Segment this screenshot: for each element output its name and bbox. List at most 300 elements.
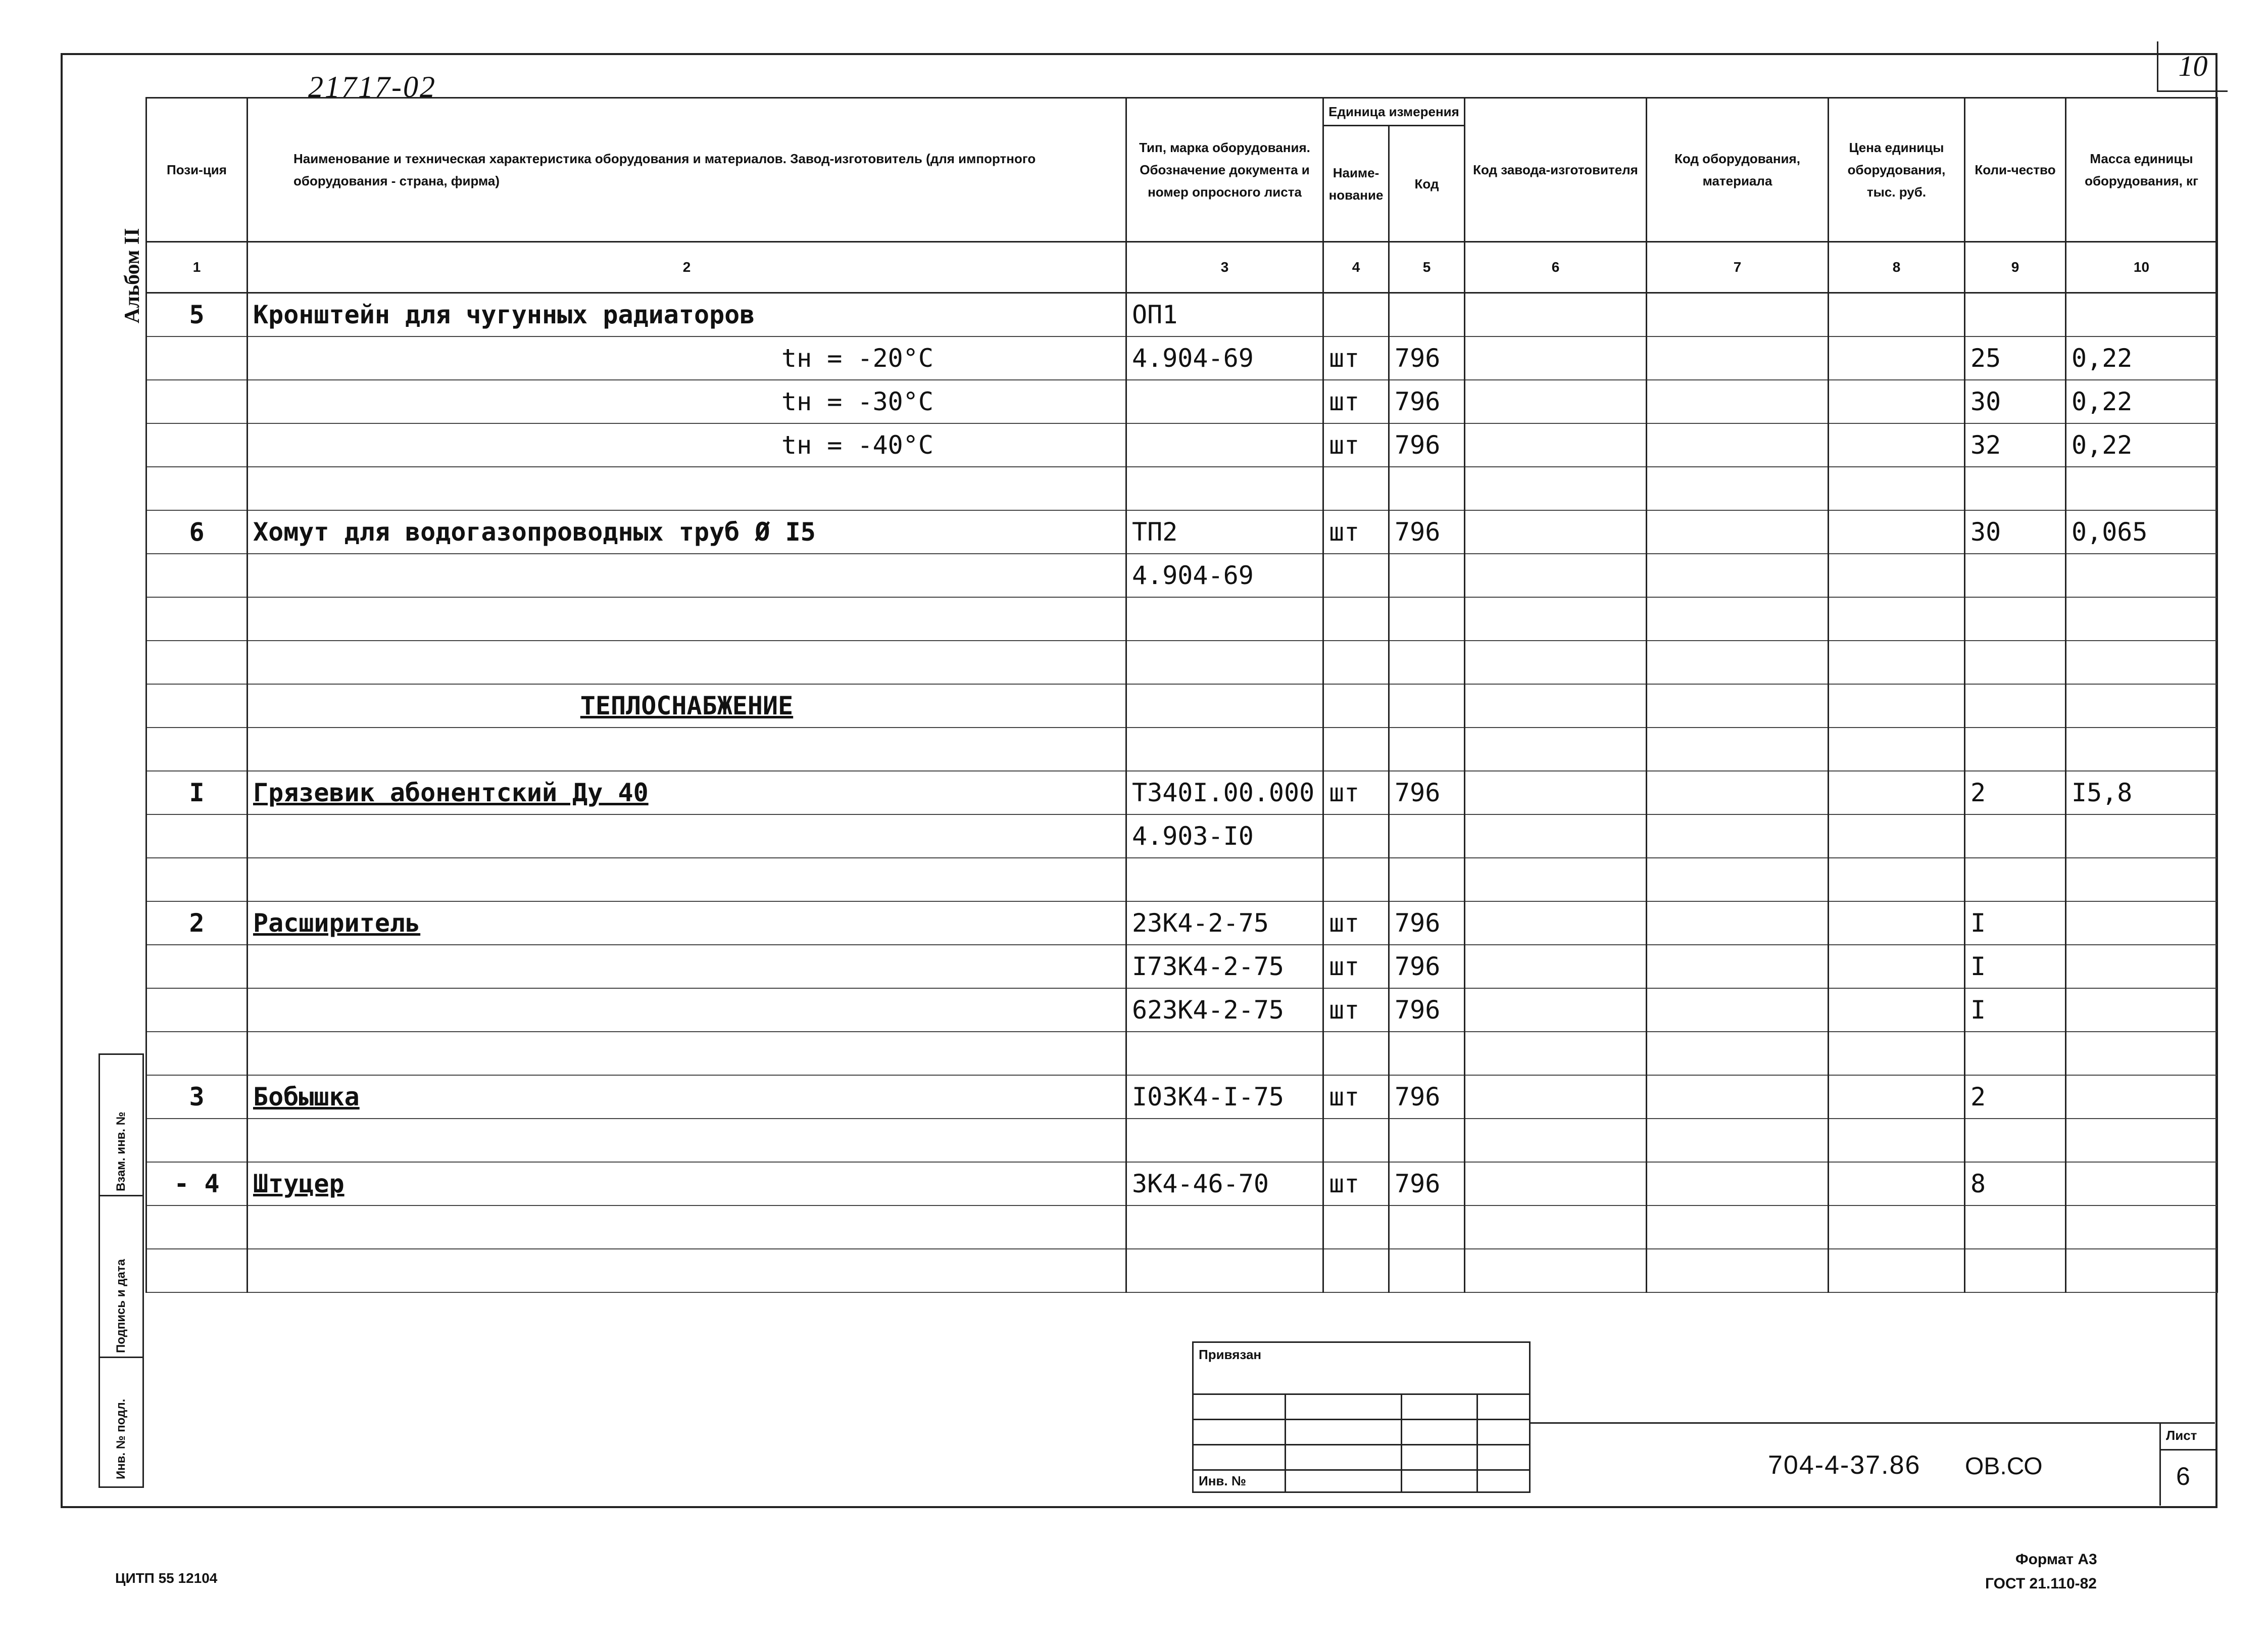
cell-unit <box>1323 684 1389 728</box>
cell-mass <box>2066 728 2217 771</box>
sidebar-cell-replaced-inv <box>100 1055 142 1196</box>
cell-unit <box>1323 814 1389 858</box>
cell-equip <box>1647 901 1829 945</box>
cell-mfr <box>1465 554 1647 597</box>
cell-type <box>1126 641 1323 684</box>
cell-price <box>1829 1119 1965 1162</box>
cell-mfr <box>1465 1075 1647 1119</box>
cell-type <box>1126 1119 1323 1162</box>
cell-name <box>248 641 1126 684</box>
cell-code <box>1389 728 1465 771</box>
cell-pos: I <box>146 771 248 814</box>
table-row <box>146 510 2217 554</box>
cell-price <box>1829 467 1965 510</box>
cell-pos: 2 <box>146 901 248 945</box>
drawing-number: 21717-02 <box>308 70 436 104</box>
cell-mfr <box>1465 771 1647 814</box>
column-number: 4 <box>1323 242 1389 293</box>
cell-name <box>248 814 1126 858</box>
cell-unit <box>1323 293 1389 337</box>
cell-unit: шт <box>1323 988 1389 1032</box>
column-number: 10 <box>2066 242 2217 293</box>
header-unit-code: Код <box>1389 126 1465 242</box>
cell-unit: шт <box>1323 510 1389 554</box>
cell-name <box>248 988 1126 1032</box>
stamp-rule <box>1476 1393 1478 1492</box>
table-row <box>146 1162 2217 1205</box>
cell-unit <box>1323 597 1389 641</box>
header-unit-group: Единица измерения <box>1323 98 1465 126</box>
stamp-rule <box>1194 1469 1529 1471</box>
cell-equip <box>1647 467 1829 510</box>
cell-code <box>1389 684 1465 728</box>
cell-equip <box>1647 1162 1829 1205</box>
column-number-row <box>146 242 2217 293</box>
cell-name <box>248 1162 1126 1205</box>
cell-qty <box>1965 641 2066 684</box>
cell-price <box>1829 1162 1965 1205</box>
cell-type: 3К4-46-70 <box>1126 1162 1323 1205</box>
cell-mfr <box>1465 945 1647 988</box>
cell-price <box>1829 901 1965 945</box>
table-row <box>146 641 2217 684</box>
sidebar-replaced-inv: Взам. инв. № <box>114 1112 128 1191</box>
cell-mfr <box>1465 1162 1647 1205</box>
cell-qty <box>1965 814 2066 858</box>
cell-price <box>1829 1075 1965 1119</box>
cell-mfr <box>1465 336 1647 380</box>
header-row <box>146 98 2217 126</box>
cell-name: Хомут для водогазопроводных труб Ø I5 <box>248 510 1126 554</box>
cell-equip <box>1647 554 1829 597</box>
cell-qty: I <box>1965 901 2066 945</box>
cell-pos <box>146 814 248 858</box>
cell-code: 796 <box>1389 1075 1465 1119</box>
cell-equip <box>1647 728 1829 771</box>
table-row <box>146 901 2217 945</box>
cell-pos <box>146 336 248 380</box>
cell-qty <box>1965 1249 2066 1292</box>
cell-name <box>248 1032 1126 1075</box>
stamp-rule <box>1194 1393 1529 1395</box>
cell-code <box>1389 467 1465 510</box>
cell-mass <box>2066 1205 2217 1249</box>
cell-pos: - 4 <box>146 1162 248 1205</box>
cell-mfr <box>1465 510 1647 554</box>
table-row <box>146 293 2217 337</box>
cell-mfr <box>1465 814 1647 858</box>
cell-qty: I <box>1965 945 2066 988</box>
cell-name <box>248 728 1126 771</box>
cell-type <box>1126 1249 1323 1292</box>
cell-name <box>248 901 1126 945</box>
header-type: Тип, марка оборудования. Обозначение документа и номер опросного листа <box>1126 98 1323 242</box>
cell-unit <box>1323 858 1389 901</box>
cell-code <box>1389 858 1465 901</box>
cell-mass <box>2066 641 2217 684</box>
cell-pos <box>146 423 248 467</box>
footer-left: ЦИТП 55 12104 <box>115 1570 218 1586</box>
cell-equip <box>1647 380 1829 423</box>
cell-unit: шт <box>1323 336 1389 380</box>
cell-unit <box>1323 641 1389 684</box>
cell-mass: 0,22 <box>2066 336 2217 380</box>
stamp-rule <box>1401 1393 1402 1492</box>
cell-type <box>1126 1032 1323 1075</box>
sidebar-cell-signature <box>100 1196 142 1358</box>
table-row <box>146 336 2217 380</box>
cell-pos <box>146 858 248 901</box>
table-row <box>146 945 2217 988</box>
cell-pos <box>146 554 248 597</box>
header-position: Пози-ция <box>146 98 248 242</box>
table-row <box>146 988 2217 1032</box>
table-row <box>146 1119 2217 1162</box>
cell-price <box>1829 293 1965 337</box>
cell-unit <box>1323 1032 1389 1075</box>
column-number: 5 <box>1389 242 1465 293</box>
cell-mfr <box>1465 1032 1647 1075</box>
sheet-number: 6 <box>2176 1462 2190 1490</box>
column-number: 6 <box>1465 242 1647 293</box>
cell-mass <box>2066 293 2217 337</box>
table-row <box>146 554 2217 597</box>
cell-pos <box>146 1205 248 1249</box>
header-price: Цена единицы оборудования, тыс. руб. <box>1829 98 1965 242</box>
cell-code <box>1389 814 1465 858</box>
cell-equip <box>1647 945 1829 988</box>
cell-mfr <box>1465 901 1647 945</box>
cell-mfr <box>1465 467 1647 510</box>
cell-type: ОП1 <box>1126 293 1323 337</box>
cell-qty: I <box>1965 988 2066 1032</box>
cell-unit: шт <box>1323 901 1389 945</box>
sheet-corner-number: 10 <box>2157 41 2228 92</box>
cell-mass <box>2066 597 2217 641</box>
cell-price <box>1829 771 1965 814</box>
cell-qty <box>1965 597 2066 641</box>
cell-qty <box>1965 467 2066 510</box>
cell-price <box>1829 728 1965 771</box>
cell-code <box>1389 554 1465 597</box>
cell-qty <box>1965 728 2066 771</box>
cell-mass <box>2066 1075 2217 1119</box>
cell-mfr <box>1465 641 1647 684</box>
cell-mass <box>2066 901 2217 945</box>
cell-code: 796 <box>1389 336 1465 380</box>
sidebar-cell-inv-original <box>100 1358 142 1486</box>
sheet-rule <box>2161 1449 2216 1451</box>
stamp-rule <box>1194 1419 1529 1420</box>
cell-name <box>248 945 1126 988</box>
cell-type <box>1126 597 1323 641</box>
cell-type <box>1126 684 1323 728</box>
cell-equip <box>1647 423 1829 467</box>
header-name: Наименование и техническая характеристика оборудования и материалов. Завод-изготовитель (для импортного оборудования - страна, фирма) <box>248 98 1126 242</box>
cell-code <box>1389 293 1465 337</box>
table-row <box>146 771 2217 814</box>
inv-label: Инв. № <box>1199 1473 1246 1488</box>
cell-type <box>1126 467 1323 510</box>
cell-type: 23К4-2-75 <box>1126 901 1323 945</box>
cell-price <box>1829 1032 1965 1075</box>
cell-mfr <box>1465 423 1647 467</box>
cell-mass <box>2066 554 2217 597</box>
cell-qty <box>1965 1205 2066 1249</box>
cell-type: 4.904-69 <box>1126 554 1323 597</box>
cell-mfr <box>1465 858 1647 901</box>
column-number: 7 <box>1647 242 1829 293</box>
cell-equip <box>1647 858 1829 901</box>
cell-equip <box>1647 1075 1829 1119</box>
cell-price <box>1829 988 1965 1032</box>
cell-pos <box>146 988 248 1032</box>
cell-mass <box>2066 1032 2217 1075</box>
cell-code: 796 <box>1389 1162 1465 1205</box>
cell-price <box>1829 423 1965 467</box>
cell-price <box>1829 510 1965 554</box>
cell-unit <box>1323 554 1389 597</box>
item-name: Расширитель <box>253 908 421 938</box>
cell-equip <box>1647 336 1829 380</box>
cell-unit <box>1323 1119 1389 1162</box>
cell-qty <box>1965 684 2066 728</box>
cell-qty: 2 <box>1965 1075 2066 1119</box>
cell-type <box>1126 728 1323 771</box>
cell-mfr <box>1465 597 1647 641</box>
cell-mass <box>2066 988 2217 1032</box>
album-label: Альбом II <box>121 228 144 323</box>
cell-name: tн = -40°С <box>248 423 1126 467</box>
cell-price <box>1829 814 1965 858</box>
cell-equip <box>1647 293 1829 337</box>
cell-mfr <box>1465 380 1647 423</box>
cell-code <box>1389 1032 1465 1075</box>
cell-pos: 6 <box>146 510 248 554</box>
header-unit-name: Наиме-нование <box>1323 126 1389 242</box>
cell-pos: 5 <box>146 293 248 337</box>
cell-code: 796 <box>1389 988 1465 1032</box>
cell-code <box>1389 1205 1465 1249</box>
cell-name: tн = -30°С <box>248 380 1126 423</box>
cell-mfr <box>1465 684 1647 728</box>
cell-code <box>1389 1119 1465 1162</box>
cell-price <box>1829 380 1965 423</box>
table-row <box>146 1205 2217 1249</box>
header-mass: Масса единицы оборудования, кг <box>2066 98 2217 242</box>
cell-qty <box>1965 1032 2066 1075</box>
cell-type: Т340I.00.000 <box>1126 771 1323 814</box>
footer-format: Формат А3 <box>2015 1551 2097 1568</box>
document-mark: ОВ.СО <box>1965 1453 2043 1480</box>
cell-unit: шт <box>1323 423 1389 467</box>
sheet-label: Лист <box>2166 1428 2197 1443</box>
cell-type <box>1126 1205 1323 1249</box>
cell-unit: шт <box>1323 771 1389 814</box>
table-row <box>146 1032 2217 1075</box>
cell-equip <box>1647 1249 1829 1292</box>
cell-equip <box>1647 684 1829 728</box>
cell-code: 796 <box>1389 945 1465 988</box>
cell-unit <box>1323 1249 1389 1292</box>
cell-mass <box>2066 684 2217 728</box>
cell-pos <box>146 597 248 641</box>
cell-equip <box>1647 510 1829 554</box>
cell-qty <box>1965 554 2066 597</box>
cell-mass <box>2066 945 2217 988</box>
cell-price <box>1829 684 1965 728</box>
document-number: 704-4-37.86 <box>1768 1451 1921 1480</box>
cell-mass <box>2066 858 2217 901</box>
cell-type <box>1126 380 1323 423</box>
cell-equip <box>1647 597 1829 641</box>
cell-mass <box>2066 814 2217 858</box>
cell-code: 796 <box>1389 423 1465 467</box>
item-name: Грязевик абонентский Ду 40 <box>253 778 649 808</box>
column-number: 8 <box>1829 242 1965 293</box>
sidebar-signature-date: Подпись и дата <box>114 1259 128 1353</box>
cell-name <box>248 858 1126 901</box>
cell-price <box>1829 945 1965 988</box>
cell-equip <box>1647 771 1829 814</box>
cell-price <box>1829 554 1965 597</box>
cell-name <box>248 554 1126 597</box>
cell-pos <box>146 945 248 988</box>
cell-type: ТП2 <box>1126 510 1323 554</box>
cell-type: 4.904-69 <box>1126 336 1323 380</box>
cell-name: ТЕПЛОСНАБЖЕНИЕ <box>248 684 1126 728</box>
cell-mfr <box>1465 1119 1647 1162</box>
table-row <box>146 467 2217 510</box>
cell-qty: 25 <box>1965 336 2066 380</box>
cell-mass: 0,065 <box>2066 510 2217 554</box>
cell-qty: 30 <box>1965 380 2066 423</box>
cell-pos <box>146 1249 248 1292</box>
cell-price <box>1829 1205 1965 1249</box>
cell-mass: 0,22 <box>2066 380 2217 423</box>
cell-qty <box>1965 1119 2066 1162</box>
cell-pos <box>146 684 248 728</box>
cell-unit: шт <box>1323 380 1389 423</box>
stamp-rule <box>1285 1393 1286 1492</box>
cell-type: 4.903-I0 <box>1126 814 1323 858</box>
cell-qty <box>1965 858 2066 901</box>
cell-type <box>1126 858 1323 901</box>
table-row <box>146 728 2217 771</box>
cell-qty: 32 <box>1965 423 2066 467</box>
table-row <box>146 1249 2217 1292</box>
header-equipment-code: Код оборудования, материала <box>1647 98 1829 242</box>
cell-pos <box>146 641 248 684</box>
cell-code <box>1389 597 1465 641</box>
item-name: Бобышка <box>253 1082 360 1112</box>
column-number: 9 <box>1965 242 2066 293</box>
cell-name <box>248 1075 1126 1119</box>
cell-code <box>1389 1249 1465 1292</box>
cell-qty: 8 <box>1965 1162 2066 1205</box>
cell-mass: 0,22 <box>2066 423 2217 467</box>
cell-type <box>1126 423 1323 467</box>
table-row <box>146 814 2217 858</box>
table-row <box>146 1075 2217 1119</box>
cell-mfr <box>1465 1205 1647 1249</box>
cell-name <box>248 1205 1126 1249</box>
cell-mass: I5,8 <box>2066 771 2217 814</box>
cell-mass <box>2066 1249 2217 1292</box>
cell-mass <box>2066 1162 2217 1205</box>
cell-mfr <box>1465 728 1647 771</box>
table-row <box>146 380 2217 423</box>
attachment-stamp <box>1192 1341 1531 1493</box>
table-row <box>146 684 2217 728</box>
attached-label: Привязан <box>1199 1347 1262 1362</box>
cell-name: Кронштейн для чугунных радиаторов <box>248 293 1126 337</box>
cell-mfr <box>1465 293 1647 337</box>
cell-name <box>248 1119 1126 1162</box>
cell-price <box>1829 597 1965 641</box>
cell-type: I73К4-2-75 <box>1126 945 1323 988</box>
specification-table <box>145 97 2218 1293</box>
cell-code: 796 <box>1389 771 1465 814</box>
cell-qty <box>1965 293 2066 337</box>
cell-pos <box>146 467 248 510</box>
title-block-rule <box>1531 1422 2215 1424</box>
cell-pos <box>146 1032 248 1075</box>
column-number: 1 <box>146 242 248 293</box>
cell-unit <box>1323 467 1389 510</box>
sheet-box <box>2159 1422 2215 1506</box>
stamp-rule <box>1194 1444 1529 1445</box>
cell-code <box>1389 641 1465 684</box>
cell-code: 796 <box>1389 901 1465 945</box>
specification-body <box>146 293 2217 1293</box>
table-row <box>146 597 2217 641</box>
cell-name <box>248 771 1126 814</box>
cell-equip <box>1647 988 1829 1032</box>
item-name: Штуцер <box>253 1169 344 1199</box>
cell-unit <box>1323 1205 1389 1249</box>
cell-equip <box>1647 1032 1829 1075</box>
cell-pos <box>146 1119 248 1162</box>
cell-equip <box>1647 1205 1829 1249</box>
cell-price <box>1829 336 1965 380</box>
cell-equip <box>1647 1119 1829 1162</box>
cell-mfr <box>1465 1249 1647 1292</box>
approval-sidebar <box>98 1053 144 1488</box>
header-manufacturer-code: Код завода-изготовителя <box>1465 98 1647 242</box>
cell-unit: шт <box>1323 945 1389 988</box>
cell-mass <box>2066 467 2217 510</box>
cell-equip <box>1647 814 1829 858</box>
cell-code: 796 <box>1389 380 1465 423</box>
cell-mfr <box>1465 988 1647 1032</box>
table-row <box>146 423 2217 467</box>
cell-pos: 3 <box>146 1075 248 1119</box>
cell-unit <box>1323 728 1389 771</box>
cell-pos <box>146 380 248 423</box>
footer-standard: ГОСТ 21.110-82 <box>1985 1575 2097 1592</box>
cell-name <box>248 1249 1126 1292</box>
cell-code: 796 <box>1389 510 1465 554</box>
cell-price <box>1829 858 1965 901</box>
cell-type: 623К4-2-75 <box>1126 988 1323 1032</box>
cell-equip <box>1647 641 1829 684</box>
cell-name <box>248 467 1126 510</box>
cell-qty: 30 <box>1965 510 2066 554</box>
column-number: 2 <box>248 242 1126 293</box>
sidebar-inv-original: Инв. № подл. <box>114 1398 128 1479</box>
cell-unit: шт <box>1323 1075 1389 1119</box>
